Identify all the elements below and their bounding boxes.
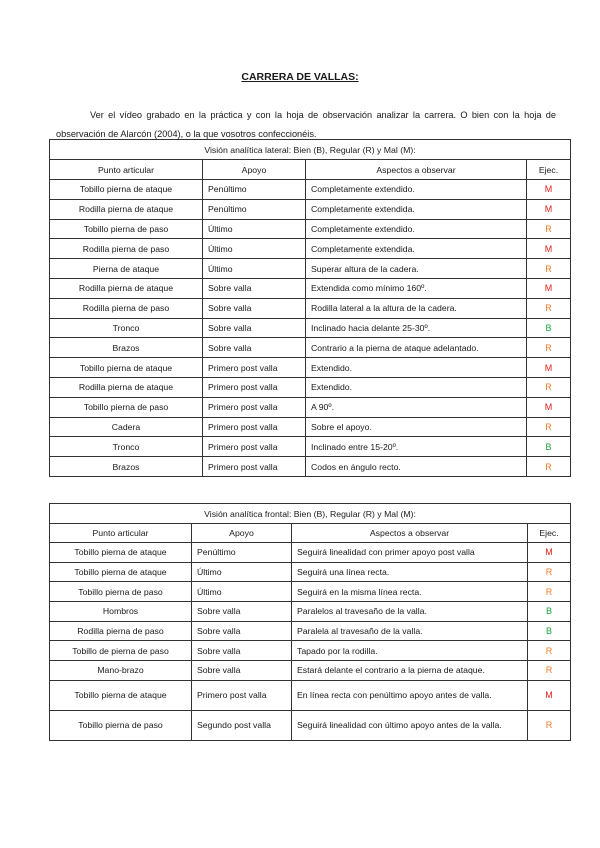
apoyo-cell: Sobre valla bbox=[192, 621, 292, 641]
punto-articular-cell: Tobillo pierna de ataque bbox=[50, 680, 192, 710]
table-caption: Visión analítica frontal: Bien (B), Regular (R) y Mal (M): bbox=[50, 504, 571, 524]
aspectos-cell: Estará delante el contrario a la pierna de ataque. bbox=[292, 661, 528, 681]
table-row bbox=[50, 259, 571, 279]
ejecucion-cell: M bbox=[527, 239, 571, 259]
ejecucion-cell: R bbox=[528, 562, 571, 582]
ejecucion-cell: R bbox=[528, 582, 571, 602]
table-row bbox=[50, 358, 571, 378]
aspectos-cell: Codos en ángulo recto. bbox=[306, 457, 527, 477]
ejecucion-cell: R bbox=[527, 219, 571, 239]
aspectos-cell: Completamente extendida. bbox=[306, 239, 527, 259]
aspectos-cell: Completamente extendida. bbox=[306, 199, 527, 219]
ejecucion-cell: B bbox=[528, 621, 571, 641]
punto-articular-cell: Brazos bbox=[50, 338, 203, 358]
apoyo-cell: Segundo post valla bbox=[192, 710, 292, 740]
aspectos-cell: Extendido. bbox=[306, 377, 527, 397]
intro-text: Ver el vídeo grabado en la práctica y con la hoja de observación analizar la carrera. O bien con la hoja de observación de Alarcón (2004), o la que vosotros confeccionéis. bbox=[56, 110, 556, 140]
aspectos-cell: Rodilla lateral a la altura de la cadera. bbox=[306, 298, 527, 318]
table-row bbox=[50, 680, 571, 710]
punto-articular-cell: Tobillo pierna de ataque bbox=[50, 562, 192, 582]
table-row bbox=[50, 602, 571, 622]
punto-articular-cell: Tobillo pierna de paso bbox=[50, 219, 203, 239]
aspectos-cell: En línea recta con penúltimo apoyo antes de valla. bbox=[292, 680, 528, 710]
apoyo-cell: Penúltimo bbox=[203, 180, 306, 200]
apoyo-cell: Primero post valla bbox=[203, 417, 306, 437]
ejecucion-cell: R bbox=[527, 298, 571, 318]
table-row bbox=[50, 457, 571, 477]
aspectos-cell: Superar altura de la cadera. bbox=[306, 259, 527, 279]
punto-articular-cell: Cadera bbox=[50, 417, 203, 437]
apoyo-cell: Sobre valla bbox=[192, 641, 292, 661]
column-header: Punto articular bbox=[50, 160, 203, 180]
punto-articular-cell: Tronco bbox=[50, 318, 203, 338]
aspectos-cell: Seguirá linealidad con primer apoyo post valla bbox=[292, 543, 528, 563]
ejecucion-cell: M bbox=[527, 358, 571, 378]
apoyo-cell: Primero post valla bbox=[192, 680, 292, 710]
ejecucion-cell: R bbox=[527, 417, 571, 437]
ejecucion-cell: M bbox=[527, 199, 571, 219]
aspectos-cell: Seguirá linealidad con último apoyo antes de la valla. bbox=[292, 710, 528, 740]
column-header: Punto articular bbox=[50, 524, 192, 543]
aspectos-cell: Seguirá una línea recta. bbox=[292, 562, 528, 582]
punto-articular-cell: Tobillo pierna de paso bbox=[50, 582, 192, 602]
aspectos-cell: Inclinado entre 15-20º. bbox=[306, 437, 527, 457]
ejecucion-cell: M bbox=[527, 397, 571, 417]
table-row bbox=[50, 298, 571, 318]
aspectos-cell: Completamente extendido. bbox=[306, 219, 527, 239]
aspectos-cell: Completamente extendido. bbox=[306, 180, 527, 200]
punto-articular-cell: Tobillo pierna de ataque bbox=[50, 358, 203, 378]
apoyo-cell: Sobre valla bbox=[192, 602, 292, 622]
apoyo-cell: Primero post valla bbox=[203, 377, 306, 397]
apoyo-cell: Último bbox=[203, 219, 306, 239]
punto-articular-cell: Tobillo pierna de ataque bbox=[50, 180, 203, 200]
table-row bbox=[50, 661, 571, 681]
ejecucion-cell: R bbox=[528, 661, 571, 681]
apoyo-cell: Primero post valla bbox=[203, 437, 306, 457]
apoyo-cell: Primero post valla bbox=[203, 457, 306, 477]
ejecucion-cell: B bbox=[528, 602, 571, 622]
ejecucion-cell: M bbox=[527, 278, 571, 298]
apoyo-cell: Primero post valla bbox=[203, 397, 306, 417]
table-row bbox=[50, 417, 571, 437]
ejecucion-cell: R bbox=[528, 641, 571, 661]
column-header: Aspectos a observar bbox=[292, 524, 528, 543]
apoyo-cell: Último bbox=[203, 259, 306, 279]
table-row bbox=[50, 562, 571, 582]
aspectos-cell: Tapado por la rodilla. bbox=[292, 641, 528, 661]
ejecucion-cell: M bbox=[527, 180, 571, 200]
column-header: Apoyo bbox=[192, 524, 292, 543]
page-title: CARRERA DE VALLAS: bbox=[241, 71, 359, 83]
punto-articular-cell: Mano-brazo bbox=[50, 661, 192, 681]
table-row bbox=[50, 397, 571, 417]
ejecucion-cell: M bbox=[528, 543, 571, 563]
table-row bbox=[50, 199, 571, 219]
ejecucion-cell: R bbox=[527, 338, 571, 358]
aspectos-cell: Extendido. bbox=[306, 358, 527, 378]
table-row bbox=[50, 180, 571, 200]
column-header: Ejec. bbox=[528, 524, 571, 543]
column-header: Apoyo bbox=[203, 160, 306, 180]
apoyo-cell: Penúltimo bbox=[192, 543, 292, 563]
apoyo-cell: Sobre valla bbox=[203, 298, 306, 318]
apoyo-cell: Sobre valla bbox=[203, 338, 306, 358]
aspectos-cell: Extendida como mínimo 160º. bbox=[306, 278, 527, 298]
aspectos-cell: Paralelos al travesaño de la valla. bbox=[292, 602, 528, 622]
aspectos-cell: A 90º. bbox=[306, 397, 527, 417]
table-row bbox=[50, 641, 571, 661]
column-header: Aspectos a observar bbox=[306, 160, 527, 180]
table-row bbox=[50, 377, 571, 397]
table-row bbox=[50, 318, 571, 338]
punto-articular-cell: Tobillo pierna de paso bbox=[50, 397, 203, 417]
apoyo-cell: Sobre valla bbox=[203, 278, 306, 298]
apoyo-cell: Sobre valla bbox=[203, 318, 306, 338]
apoyo-cell: Primero post valla bbox=[203, 358, 306, 378]
frontal-analysis-table bbox=[49, 503, 571, 741]
aspectos-cell: Contrario a la pierna de ataque adelantado. bbox=[306, 338, 527, 358]
table-row bbox=[50, 582, 571, 602]
table-row bbox=[50, 239, 571, 259]
punto-articular-cell: Rodilla pierna de paso bbox=[50, 298, 203, 318]
apoyo-cell: Último bbox=[203, 239, 306, 259]
aspectos-cell: Inclinado hacia delante 25-30º. bbox=[306, 318, 527, 338]
punto-articular-cell: Rodilla pierna de ataque bbox=[50, 377, 203, 397]
table-row bbox=[50, 278, 571, 298]
ejecucion-cell: R bbox=[527, 259, 571, 279]
table-caption: Visión analítica lateral: Bien (B), Regular (R) y Mal (M): bbox=[50, 140, 571, 160]
punto-articular-cell: Rodilla pierna de paso bbox=[50, 239, 203, 259]
table-row bbox=[50, 219, 571, 239]
table-row bbox=[50, 437, 571, 457]
punto-articular-cell: Tobillo pierna de ataque bbox=[50, 543, 192, 563]
table-row bbox=[50, 710, 571, 740]
apoyo-cell: Último bbox=[192, 562, 292, 582]
table-row bbox=[50, 338, 571, 358]
table-row bbox=[50, 543, 571, 563]
punto-articular-cell: Rodilla pierna de ataque bbox=[50, 278, 203, 298]
apoyo-cell: Último bbox=[192, 582, 292, 602]
punto-articular-cell: Tobillo pierna de paso bbox=[50, 710, 192, 740]
punto-articular-cell: Rodilla pierna de ataque bbox=[50, 199, 203, 219]
ejecucion-cell: B bbox=[527, 437, 571, 457]
ejecucion-cell: M bbox=[528, 680, 571, 710]
punto-articular-cell: Brazos bbox=[50, 457, 203, 477]
aspectos-cell: Paralela al travesaño de la valla. bbox=[292, 621, 528, 641]
column-header: Ejec. bbox=[527, 160, 571, 180]
punto-articular-cell: Hombros bbox=[50, 602, 192, 622]
ejecucion-cell: R bbox=[527, 377, 571, 397]
punto-articular-cell: Tronco bbox=[50, 437, 203, 457]
ejecucion-cell: B bbox=[527, 318, 571, 338]
punto-articular-cell: Pierna de ataque bbox=[50, 259, 203, 279]
apoyo-cell: Penúltimo bbox=[203, 199, 306, 219]
apoyo-cell: Sobre valla bbox=[192, 661, 292, 681]
lateral-analysis-table bbox=[49, 139, 571, 477]
aspectos-cell: Sobre el apoyo. bbox=[306, 417, 527, 437]
ejecucion-cell: R bbox=[527, 457, 571, 477]
ejecucion-cell: R bbox=[528, 710, 571, 740]
punto-articular-cell: Tobillo de pierna de paso bbox=[50, 641, 192, 661]
aspectos-cell: Seguirá en la misma línea recta. bbox=[292, 582, 528, 602]
punto-articular-cell: Rodilla pierna de paso bbox=[50, 621, 192, 641]
table-row bbox=[50, 621, 571, 641]
